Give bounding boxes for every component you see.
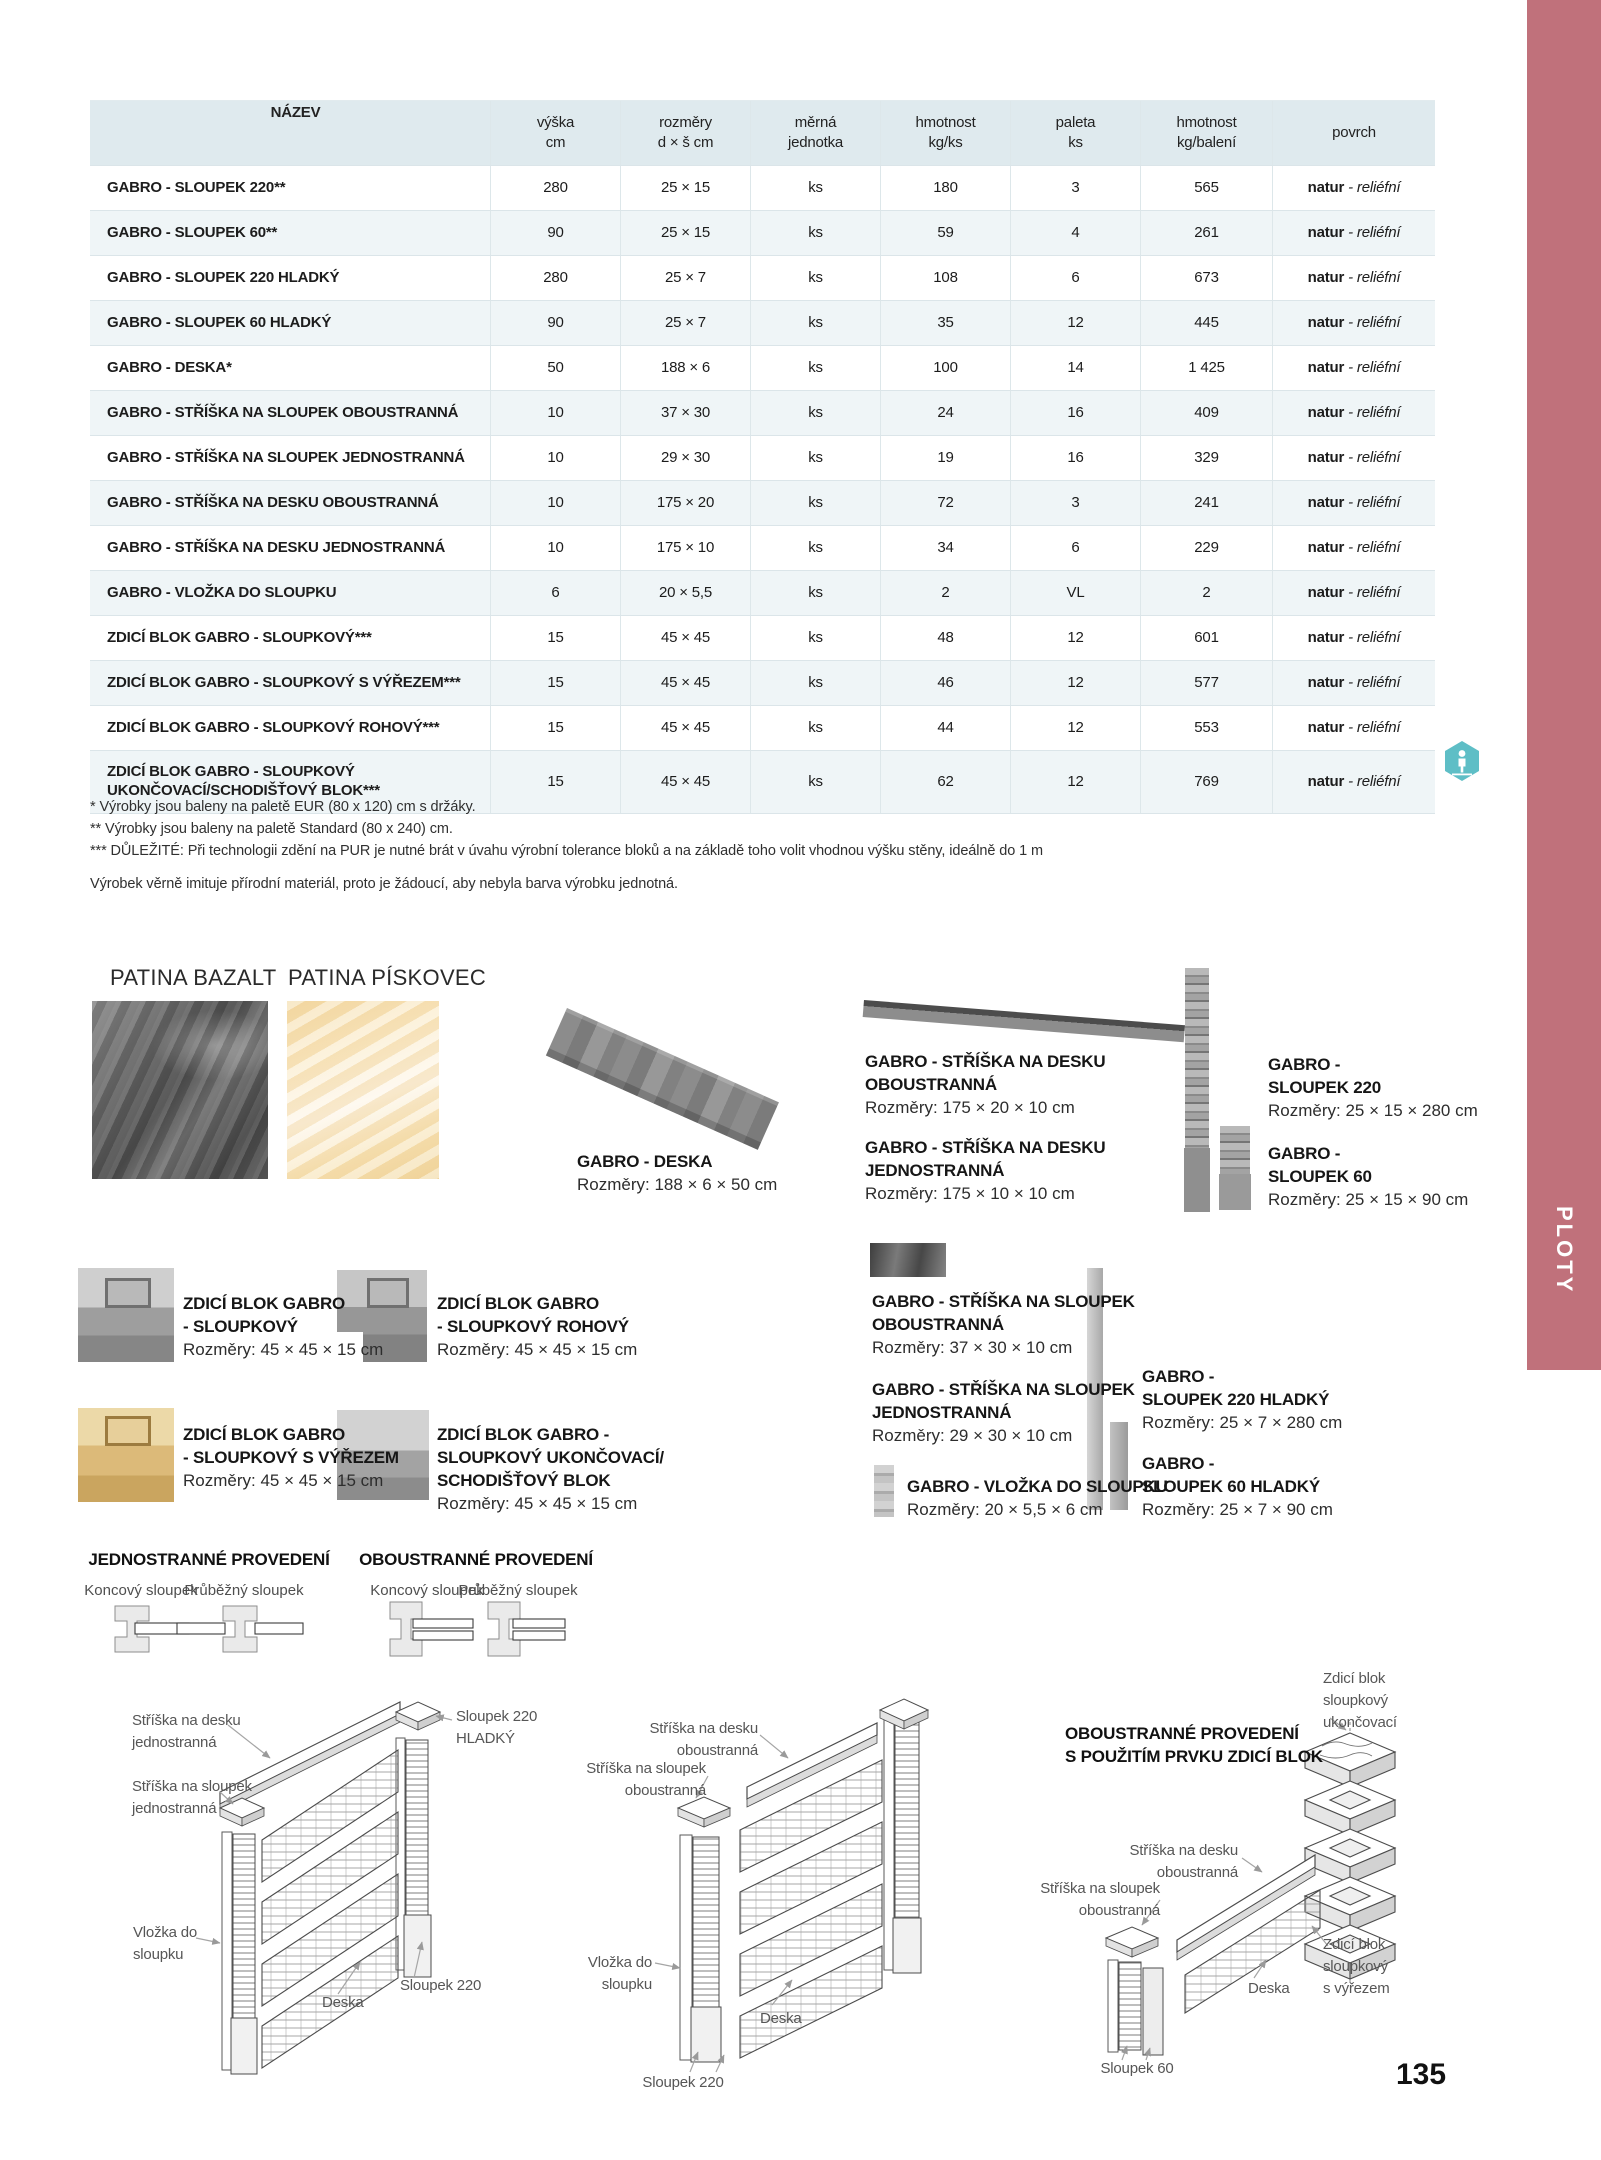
callout-vlozka-2: Vložka do sloupku: [587, 1954, 652, 1993]
patina-piskovec-title: PATINA PÍSKOVEC: [288, 965, 487, 990]
photo-striska-na-sloupek: [870, 1243, 946, 1277]
sublabel-koncovy-2: Koncový sloupek: [370, 1582, 484, 1599]
cell-surface: natur - reliéfní: [1272, 706, 1435, 750]
photo-sloupek-60: [1220, 1126, 1250, 1176]
table-row: GABRO - STŘÍŠKA NA SLOUPEK JEDNOSTRANNÁ 10 29 × 30 ks 19 16 329 natur - reliéfní: [90, 436, 1435, 481]
table-row: GABRO - STŘÍŠKA NA DESKU OBOUSTRANNÁ 10 175 × 20 ks 72 3 241 natur - reliéfní: [90, 481, 1435, 526]
label-zdici-blok-ukoncovaci: ZDICÍ BLOK GABRO - SLOUPKOVÝ UKONČOVACÍ/ SCHODIŠŤOVÝ BLOK Rozměry: 45 × 45 × 15 cm: [437, 1425, 664, 1513]
callout-striska-desku-jedno: Stříška na desku jednostranná: [132, 1712, 241, 1751]
patina-piskovec-swatch: [287, 1001, 439, 1179]
cell-surface: natur - reliéfní: [1272, 616, 1435, 660]
table-row: ZDICÍ BLOK GABRO - SLOUPKOVÝ ROHOVÝ*** 15 45 × 45 ks 44 12 553 natur - reliéfní: [90, 706, 1435, 751]
section-title-oboustranne: OBOUSTRANNÉ PROVEDENÍ: [359, 1550, 593, 1569]
cell-surface: natur - reliéfní: [1272, 346, 1435, 390]
callout-sloupek-60: Sloupek 60: [1100, 2060, 1174, 2077]
photo-vlozka-do-sloupku: [874, 1465, 894, 1517]
table-row: GABRO - SLOUPEK 220 HLADKÝ 280 25 × 7 ks 108 6 673 natur - reliéfní: [90, 256, 1435, 301]
cell-name: ZDICÍ BLOK GABRO - SLOUPKOVÝ S VÝŘEZEM***: [107, 673, 461, 691]
callout-sloupek-220-hladky: Sloupek 220 HLADKÝ: [456, 1708, 538, 1747]
sublabel-prubezny-1: Průběžný sloupek: [184, 1582, 304, 1599]
cell-surface: natur - reliéfní: [1272, 211, 1435, 255]
cell-name: GABRO - SLOUPEK 220**: [107, 178, 286, 196]
label-vlozka-do-sloupku: GABRO - VLOŽKA DO SLOUPKU Rozměry: 20 × 5,5 × 6 cm: [907, 1477, 1168, 1519]
table-row: GABRO - STŘÍŠKA NA DESKU JEDNOSTRANNÁ 10 175 × 10 ks 34 6 229 natur - reliéfní: [90, 526, 1435, 571]
callout-striska-desku-obou-2: Stříška na desku oboustranná: [1129, 1842, 1238, 1881]
cell-name: ZDICÍ BLOK GABRO - SLOUPKOVÝ ROHOVÝ***: [107, 718, 440, 736]
col-header-jednotka: měrná jednotka: [750, 101, 880, 165]
label-striska-sloupek-jedno: GABRO - STŘÍŠKA NA SLOUPEK JEDNOSTRANNÁ Rozměry: 29 × 30 × 10 cm: [872, 1380, 1135, 1445]
material-note: Výrobek věrně imituje přírodní materiál, proto je žádoucí, aby nebyla barva výrobku jednotná.: [90, 876, 678, 892]
label-striska-desku-jedno: GABRO - STŘÍŠKA NA DESKU JEDNOSTRANNÁ Rozměry: 175 × 10 × 10 cm: [865, 1138, 1106, 1203]
cell-surface: natur - reliéfní: [1272, 301, 1435, 345]
cell-name: GABRO - DESKA*: [107, 358, 232, 376]
table-row: GABRO - SLOUPEK 60** 90 25 × 15 ks 59 4 261 natur - reliéfní: [90, 211, 1435, 256]
callout-deska-c: Deska: [1248, 1980, 1290, 1997]
callout-striska-sloupek-jedno: Stříška na sloupek jednostranná: [132, 1778, 252, 1817]
cell-surface: natur - reliéfní: [1272, 166, 1435, 210]
cell-name: GABRO - SLOUPEK 60 HLADKÝ: [107, 313, 332, 331]
callout-striska-sloupek-obou-2: Stříška na sloupek oboustranná: [1040, 1880, 1160, 1919]
photo-sloupek-220-base: [1184, 1148, 1210, 1212]
col-header-hmotnost-baleni: hmotnost kg/balení: [1140, 101, 1272, 165]
photo-deska: [546, 1008, 779, 1150]
photo-zdici-blok-sloupkovy: [78, 1268, 174, 1362]
callout-vlozka-1: Vložka do sloupku: [133, 1924, 198, 1963]
cell-name: GABRO - VLOŽKA DO SLOUPKU: [107, 583, 337, 601]
cell-surface: natur - reliéfní: [1272, 391, 1435, 435]
col-header-hmotnost-ks: hmotnost kg/ks: [880, 101, 1010, 165]
cell-surface: natur - reliéfní: [1272, 661, 1435, 705]
callout-sloupek-220-a: Sloupek 220: [400, 1977, 482, 1994]
label-sloupek-220: GABRO - SLOUPEK 220 Rozměry: 25 × 15 × 280 cm: [1268, 1055, 1478, 1120]
cell-name: GABRO - STŘÍŠKA NA DESKU OBOUSTRANNÁ: [107, 493, 439, 511]
blok-diagram-title: OBOUSTRANNÉ PROVEDENÍ S POUŽITÍM PRVKU ZDICÍ BLOK: [1065, 1724, 1323, 1766]
col-header-vyska: výška cm: [490, 101, 620, 165]
callout-striska-desku-obou-1: Stříška na desku oboustranná: [649, 1720, 758, 1759]
label-sloupek-60-hladky: GABRO - SLOUPEK 60 HLADKÝ Rozměry: 25 × 7 × 90 cm: [1142, 1454, 1333, 1519]
cell-name: GABRO - SLOUPEK 60**: [107, 223, 278, 241]
table-row: ZDICÍ BLOK GABRO - SLOUPKOVÝ S VÝŘEZEM*** 15 45 × 45 ks 46 12 577 natur - reliéfní: [90, 661, 1435, 706]
photo-striska-na-desku: [863, 1000, 1185, 1042]
table-row: GABRO - VLOŽKA DO SLOUPKU 6 20 × 5,5 ks 2 VL 2 natur - reliéfní: [90, 571, 1435, 616]
patina-bazalt-title: PATINA BAZALT: [110, 965, 277, 990]
callout-zdici-blok-ukoncovaci: Zdicí blok sloupkový ukončovací: [1323, 1670, 1397, 1731]
cell-name: GABRO - STŘÍŠKA NA SLOUPEK OBOUSTRANNÁ: [107, 403, 459, 421]
footnote-2: ** Výrobky jsou baleny na paletě Standard (80 x 240) cm.: [90, 821, 453, 837]
section-title-jednostranne: JEDNOSTRANNÉ PROVEDENÍ: [88, 1550, 330, 1569]
cell-name: GABRO - STŘÍŠKA NA DESKU JEDNOSTRANNÁ: [107, 538, 446, 556]
col-header-povrch: povrch: [1272, 101, 1435, 165]
cell-surface: natur - reliéfní: [1272, 571, 1435, 615]
callout-striska-sloupek-obou-1: Stříška na sloupek oboustranná: [586, 1760, 706, 1799]
cell-surface: natur - reliéfní: [1272, 751, 1435, 813]
cell-name: ZDICÍ BLOK GABRO - SLOUPKOVÝ***: [107, 628, 372, 646]
table-header-row: [90, 101, 1435, 166]
photo-zdici-blok-s-vyrezem: [78, 1408, 174, 1502]
cell-surface: natur - reliéfní: [1272, 481, 1435, 525]
callout-zdici-blok-s-vyrezem: Zdicí blok sloupkový s výřezem: [1323, 1936, 1390, 1997]
cell-surface: natur - reliéfní: [1272, 436, 1435, 480]
sublabel-koncovy-1: Koncový sloupek: [84, 1582, 198, 1599]
table-row: GABRO - SLOUPEK 220** 280 25 × 15 ks 180 3 565 natur - reliéfní: [90, 166, 1435, 211]
table-row: GABRO - DESKA* 50 188 × 6 ks 100 14 1 425 natur - reliéfní: [90, 346, 1435, 391]
callout-sloupek-220-b: Sloupek 220: [642, 2074, 724, 2091]
label-deska: GABRO - DESKA Rozměry: 188 × 6 × 50 cm: [577, 1152, 778, 1194]
photo-sloupek-220: [1185, 968, 1209, 1148]
table-row: ZDICÍ BLOK GABRO - SLOUPKOVÝ UKONČOVACÍ/SCHODIŠŤOVÝ BLOK*** 15 45 × 45 ks 62 12 769 natur - reliéfní: [90, 751, 1435, 814]
table-row: GABRO - SLOUPEK 60 HLADKÝ 90 25 × 7 ks 35 12 445 natur - reliéfní: [90, 301, 1435, 346]
photo-sloupek-60-base: [1219, 1174, 1251, 1210]
label-striska-desku-obou: GABRO - STŘÍŠKA NA DESKU OBOUSTRANNÁ Rozměry: 175 × 20 × 10 cm: [865, 1052, 1106, 1117]
patina-bazalt-swatch: [92, 1001, 268, 1179]
footnote-3: *** DŮLEŽITÉ: Při technologii zdění na PUR je nutné brát v úvahu výrobní tolerance bloků a na základě toho volit vhodnou výšku stěny, ideálně do 1 m: [90, 843, 1043, 859]
person-height-badge-icon: [1442, 740, 1482, 782]
callout-deska-a: Deska: [322, 1994, 364, 2011]
cell-name: ZDICÍ BLOK GABRO - SLOUPKOVÝ UKONČOVACÍ/SCHODIŠŤOVÝ BLOK***: [107, 763, 380, 799]
cell-name: GABRO - SLOUPEK 220 HLADKÝ: [107, 268, 340, 286]
cell-name: GABRO - STŘÍŠKA NA SLOUPEK JEDNOSTRANNÁ: [107, 448, 465, 466]
page-number: 135: [1396, 2058, 1447, 2091]
cell-surface: natur - reliéfní: [1272, 256, 1435, 300]
label-sloupek-60: GABRO - SLOUPEK 60 Rozměry: 25 × 15 × 90 cm: [1268, 1144, 1469, 1209]
footnote-1: * Výrobky jsou baleny na paletě EUR (80 x 120) cm s držáky.: [90, 799, 476, 815]
table-row: GABRO - STŘÍŠKA NA SLOUPEK OBOUSTRANNÁ 10 37 × 30 ks 24 16 409 natur - reliéfní: [90, 391, 1435, 436]
col-header-paleta: paleta ks: [1010, 101, 1140, 165]
product-table: [90, 100, 1435, 814]
col-header-rozmery: rozměry d × š cm: [620, 101, 750, 165]
label-sloupek-220-hladky: GABRO - SLOUPEK 220 HLADKÝ Rozměry: 25 × 7 × 280 cm: [1142, 1367, 1343, 1432]
callout-deska-b: Deska: [760, 2010, 802, 2027]
label-striska-sloupek-obou: GABRO - STŘÍŠKA NA SLOUPEK OBOUSTRANNÁ Rozměry: 37 × 30 × 10 cm: [872, 1292, 1135, 1357]
post-cross-section-diagram: [75, 1598, 635, 1678]
sublabel-prubezny-2: Průběžný sloupek: [458, 1582, 578, 1599]
category-tab-label: PLOTY: [1552, 1205, 1577, 1295]
assembly-diagram-oboustranne: [540, 1680, 980, 2110]
label-zdici-blok-s-vyrezem: ZDICÍ BLOK GABRO - SLOUPKOVÝ S VÝŘEZEM Rozměry: 45 × 45 × 15 cm: [183, 1425, 399, 1490]
label-zdici-blok-sloupkovy: ZDICÍ BLOK GABRO - SLOUPKOVÝ Rozměry: 45 × 45 × 15 cm: [183, 1294, 384, 1359]
label-zdici-blok-rohovy: ZDICÍ BLOK GABRO - SLOUPKOVÝ ROHOVÝ Rozměry: 45 × 45 × 15 cm: [437, 1294, 638, 1359]
cell-surface: natur - reliéfní: [1272, 526, 1435, 570]
table-row: ZDICÍ BLOK GABRO - SLOUPKOVÝ*** 15 45 × 45 ks 48 12 601 natur - reliéfní: [90, 616, 1435, 661]
col-header-nazev: NÁZEV: [270, 104, 321, 121]
